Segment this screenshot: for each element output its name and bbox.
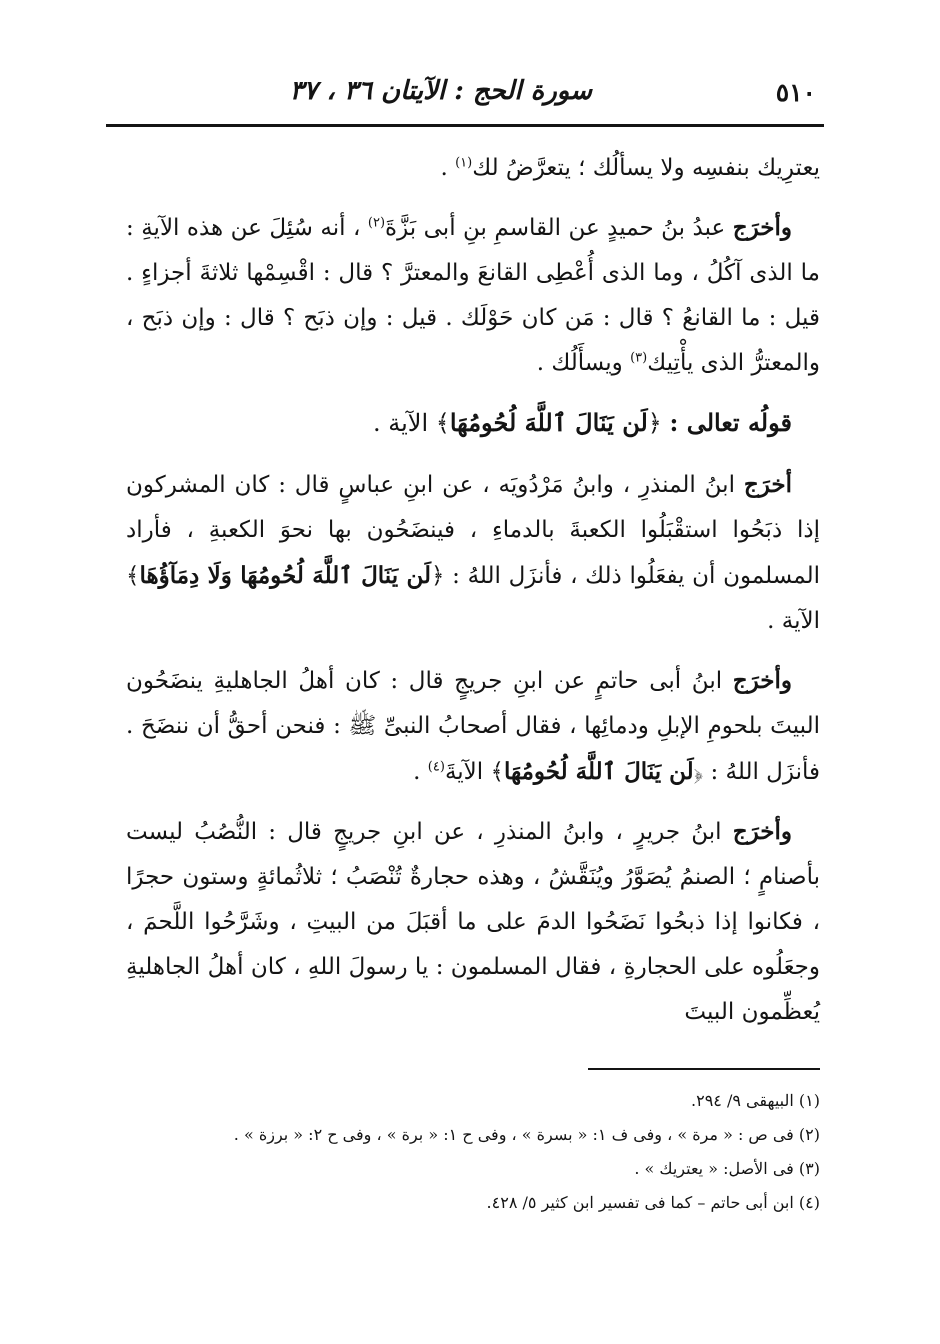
footnote-ref: (٤) <box>427 759 445 775</box>
footnote-2: (٢) فى ص : « مرة » ، وفى ف ١: « بسرة » ، وفى ح ١: « برة » ، وفى ح ٢: « برزة » . <box>233 1125 820 1144</box>
page-header <box>108 74 822 116</box>
paragraph-text: ابنُ أبى حاتمٍ عن ابنِ جريجٍ قال : كان أهلُ الجاهليةِ ينضَحُون البيتَ بلحومِ الإبلِ ودمائِها ، فقال أصحابُ النبىِّ ﷺ : فنحن أحقُّ أن ننضَحَ . فأنزَل اللهُ : <box>126 668 820 785</box>
paragraph-3 <box>126 462 820 644</box>
heading-label: قولُه تعالى : <box>669 408 792 437</box>
quran-verse: لَن يَنَالَ ٱللَّهَ لُحُومُهَا <box>503 758 694 785</box>
quran-verse: لَن يَنَالَ ٱللَّهَ لُحُومُهَا وَلَا دِمَآؤُهَا <box>139 562 432 589</box>
footnote-ref: (٢) <box>367 215 386 231</box>
header-rule <box>106 124 824 127</box>
verse-bracket-open: ﴿ <box>647 409 662 437</box>
section-heading <box>126 400 820 446</box>
paragraph-text: الآية . <box>767 608 820 634</box>
main-text <box>126 146 820 1049</box>
footnote-ref: (١) <box>455 155 473 171</box>
paragraph-lead: أخرَج <box>743 471 792 498</box>
paragraph-2 <box>126 205 820 386</box>
footnotes <box>126 1084 820 1220</box>
verse-bracket-open: ﴿ <box>431 563 445 589</box>
paragraph-lead: وأخرَج <box>732 667 792 694</box>
footnote-3: (٣) فى الأصل: « يعتريك » . <box>634 1159 820 1178</box>
footnote-separator <box>588 1068 820 1070</box>
paragraph-4 <box>126 658 820 795</box>
footnote-1: (١) البيهقى ٩/ ٢٩٤. <box>691 1091 820 1110</box>
heading-tail: الآية . <box>372 409 436 437</box>
quran-verse: لَن يَنَالَ ٱللَّهَ لُحُومُهَا <box>449 408 648 437</box>
footnote-ref: (٣) <box>630 350 648 366</box>
paragraph-text: ابنُ جريرٍ ، وابنُ المنذرِ ، عن ابنِ جريجٍ قال : النُّصُبُ ليست بأصنامٍ ؛ الصنمُ يُصَوَّرُ ويُنَقَّشُ ، وهذه حجارةٌ تُنْصَبُ ؛ ثلاثُمائةٍ وستون حجرًا ، فكانوا إذا ذبحُوا نَضَحُوا الدمَ على ما أقبَلَ من البيتِ ، وشَرَّحُوا اللَّحمَ ، وجعَلُوه على الحجارةِ ، فقال المسلمون : يا رسولَ اللهِ ، كان أهلُ الجاهليةِ يُعظِّمون البيتَ <box>126 819 820 1025</box>
paragraph-text: يعترِيك بنفسِه ولا يسألُك ؛ يتعرَّضُ لك <box>472 155 820 181</box>
paragraph-text: . <box>413 759 428 785</box>
paragraph-lead: وأخرَج <box>732 818 792 845</box>
paragraph-text: الآيةَ <box>444 759 491 785</box>
paragraph-text: عبدُ بنُ حميدٍ عن القاسمِ بنِ أبى بَزَّةَ <box>385 215 733 241</box>
paragraph-text: ويسأَلُك . <box>536 350 631 376</box>
footnote-4: (٤) ابن أبى حاتم – كما فى تفسير ابن كثير ٥/ ٤٢٨. <box>486 1193 820 1212</box>
verse-bracket-close: ﴾ <box>490 759 504 785</box>
surah-title: سورة الحج : الآيتان ٣٦ ، ٣٧ <box>289 76 592 106</box>
paragraph-5 <box>126 809 820 1035</box>
paragraph-text: ابنُ المنذرِ ، وابنُ مَرْدُويَه ، عن ابنِ عباسٍ قال : كان المشركون إذا ذبَحُوا استقْبَلُوا الكعبةَ بالدماءِ ، فينضَحُون بها نحوَ الكعبةِ ، فأراد المسلمون أن يفعَلُوا ذلك ، فأنزَل اللهُ : <box>126 472 820 589</box>
page-number: ٥١٠ <box>775 78 816 107</box>
paragraph-1 <box>126 146 820 191</box>
paragraph-text: ، أنه سُئِلَ عن هذه الآيةِ : ما الذى آكُلُ ، وما الذى أُعْطِى القانعَ والمعترَّ ؟ قال : اقْسِمْها ثلاثةَ أجزاءٍ . قيل : ما القانعُ ؟ قال : مَن كان حَوْلَك . قيل : وإن ذبَح ؟ قال : وإن ذبَح ، والمعترُّ الذى يأْتِيك <box>126 215 820 376</box>
verse-bracket-close: ﴾ <box>126 563 140 589</box>
paragraph-text: . <box>440 155 456 181</box>
verse-bracket-close: ﴾ <box>435 409 450 437</box>
paragraph-lead: وأخرَج <box>732 214 793 241</box>
verse-bracket-open: ﴿ <box>693 759 704 785</box>
